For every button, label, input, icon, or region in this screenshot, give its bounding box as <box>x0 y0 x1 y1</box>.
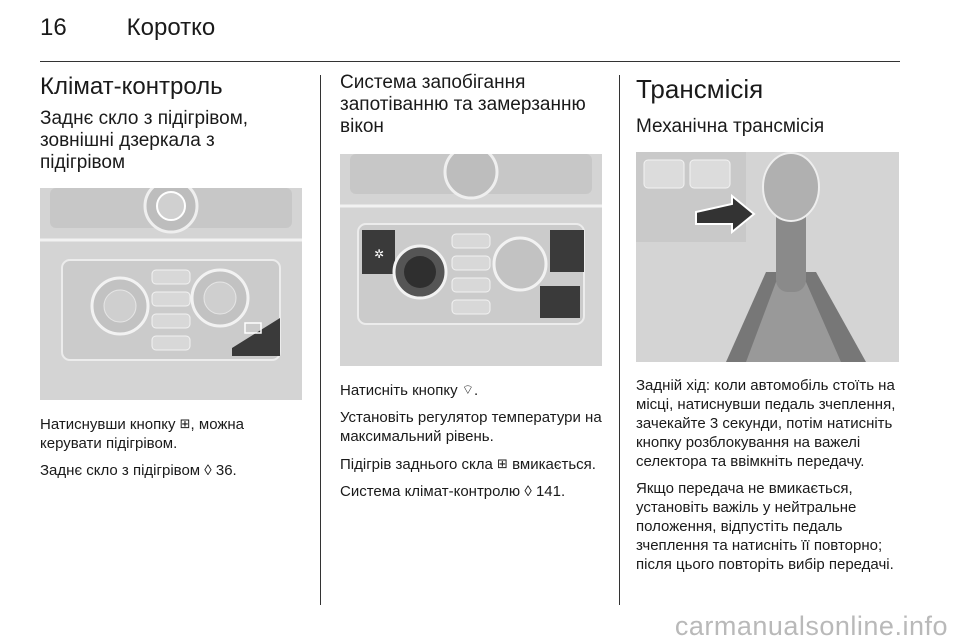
section-title: Коротко <box>126 14 216 41</box>
page-ref-141[interactable]: 141. <box>535 483 566 500</box>
gear-lever-figure <box>636 152 899 362</box>
page-ref-arrow-icon: ◊ <box>524 483 536 500</box>
temperature-text: Установіть регулятор температури на максимальний рівень. <box>340 409 602 445</box>
demist-heading: Система запобігання запотіванню та замерзанню вікон <box>340 72 586 137</box>
column-divider-1 <box>320 75 321 605</box>
manual-transmission-subheading: Механічна трансмісія <box>636 116 825 137</box>
header-rule <box>40 61 900 62</box>
page-header <box>40 14 215 42</box>
column-demist <box>340 72 605 509</box>
climate-control-heading: Клімат-контроль <box>40 73 223 100</box>
page-number: 16 <box>40 14 67 41</box>
column-climate-control <box>40 72 305 488</box>
page-ref-36[interactable]: 36. <box>215 462 237 479</box>
column-divider-2 <box>619 75 620 605</box>
heated-rear-window-subheading: Заднє скло з підігрівом, зовнішні дзеркала з підігрівом <box>40 108 249 173</box>
demist-panel-figure <box>340 154 602 366</box>
windscreen-demist-icon: ⌔ <box>461 382 475 397</box>
climate-ref: Система клімат-контролю ◊ 141. <box>340 483 566 500</box>
watermark: carmanualsonline.info <box>674 611 948 641</box>
page-ref-arrow-icon: ◊ <box>204 462 216 479</box>
rear-window-heat-icon: ⊞ <box>179 416 191 431</box>
heat-button-text: Натиснувши кнопку ⊞, можна керувати підігрівом. <box>40 416 245 452</box>
transmission-heading: Трансмісія <box>636 74 764 104</box>
reverse-gear-text: Задній хід: коли автомобіль стоїть на місці, натиснувши педаль зчеплення, зачекайте 3 секунди, потім натисніть кнопку розблокування на важелі селектора та ввімкніть передачу. <box>636 377 896 470</box>
rear-heat-text: Підігрів заднього скла ⊞ вмикається. <box>340 456 596 473</box>
svg-text:✲: ✲ <box>374 247 385 261</box>
demist-button-text: Натисніть кнопку ⌔. <box>340 382 479 399</box>
gear-not-engaged-text: Якщо передача не вмикається, установіть важіль у нейтральне положення, відпустіть педаль зчеплення та натисніть її повторно; після цього повторіть вибір передачі. <box>636 480 894 573</box>
rear-window-heat-icon: ⊞ <box>497 456 508 471</box>
rear-window-ref: Заднє скло з підігрівом ◊ 36. <box>40 462 237 479</box>
climate-panel-figure <box>40 188 302 400</box>
column-transmission <box>636 72 904 582</box>
